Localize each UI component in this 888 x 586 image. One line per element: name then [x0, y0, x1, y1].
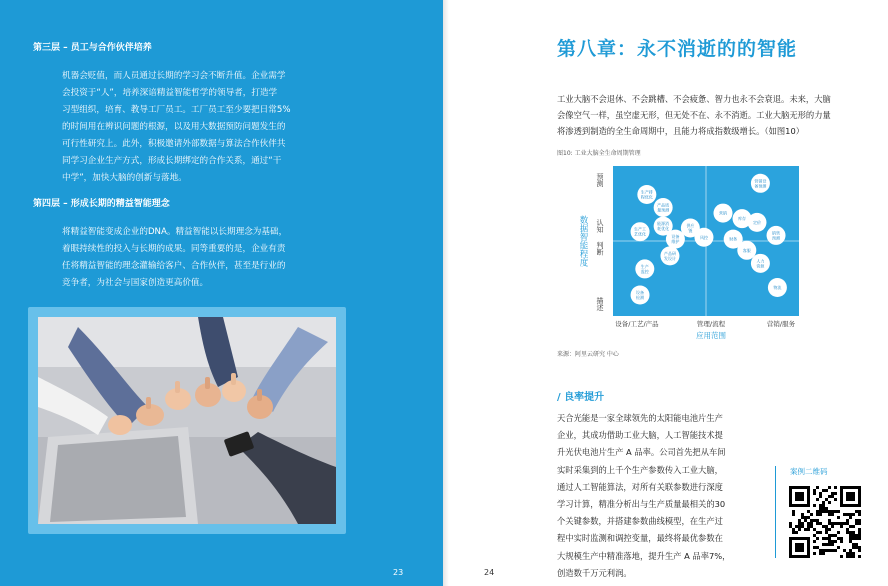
qr-code-pattern [789, 486, 861, 558]
case-line: 学习计算，精准分析出与生产质量最相关的30 [557, 499, 726, 510]
qr-module [831, 525, 834, 528]
section-title-yield: / 良率提升 [557, 392, 605, 403]
qr-module [804, 519, 807, 522]
qr-module [819, 522, 822, 525]
chart-ytick-label: 认知 [596, 219, 604, 233]
section3-title: 第三层 – 员工与合作伙伴培养 [33, 43, 152, 53]
case-line: 实时采集到的上千个生产参数传入工业大脑， [557, 464, 723, 475]
qr-module [810, 513, 813, 516]
qr-module [852, 546, 855, 549]
qr-module [816, 513, 819, 516]
qr-label: 案例二维码 [790, 467, 828, 476]
chart-point-label: 定价 [753, 219, 761, 225]
qr-module [819, 507, 822, 510]
chart-point-label: 程优化 [640, 194, 653, 200]
qr-module [810, 522, 813, 525]
qr-module [816, 537, 819, 540]
qr-module [849, 540, 852, 543]
qr-module [843, 549, 846, 552]
qr-module [831, 495, 834, 498]
qr-module [858, 528, 861, 531]
section3-line: 中学”，加快大脑的创新与落地。 [62, 173, 187, 183]
qr-module [819, 531, 822, 534]
section4-title: 第四层 – 形成长期的精益智能理念 [33, 199, 170, 209]
qr-module [858, 522, 861, 525]
qr-module [819, 549, 822, 552]
qr-module [858, 531, 861, 534]
qr-module [813, 489, 816, 492]
teamwork-photo-frame [28, 307, 346, 534]
qr-module [837, 522, 840, 525]
qr-module [825, 489, 828, 492]
qr-module [807, 510, 810, 513]
case-line: 通过人工智能算法，对所有关联参数进行深度 [557, 481, 723, 492]
qr-module [807, 525, 810, 528]
qr-module [792, 510, 795, 513]
qr-module [840, 522, 843, 525]
qr-module [852, 513, 855, 516]
qr-module [825, 537, 828, 540]
section3-line: 习型组织，培育、教导工厂员工。工厂员工至少要把日常5% [62, 105, 291, 115]
qr-module [819, 510, 822, 513]
qr-module [825, 528, 828, 531]
qr-module [828, 522, 831, 525]
qr-module [822, 552, 825, 555]
left-page [0, 0, 443, 586]
qr-module [819, 492, 822, 495]
qr-module [858, 513, 861, 516]
qr-module [810, 525, 813, 528]
chart-xlabel: 应用范围 [696, 331, 726, 340]
chapter-title: 第八章：永不消逝的的智能 [557, 38, 798, 60]
qr-module [855, 546, 858, 549]
case-line: 天合光能是一家全球领先的太阳能电池片生产 [557, 413, 723, 423]
chart-point-label: 人力 [756, 258, 765, 264]
qr-module [822, 549, 825, 552]
qr-module [828, 549, 831, 552]
qr-module [825, 543, 828, 546]
qr-module [822, 510, 825, 513]
qr-module [792, 531, 795, 534]
qr-module [813, 492, 816, 495]
qr-module [816, 510, 819, 513]
qr-module [852, 555, 855, 558]
chart-point-label: 产品质 [657, 202, 670, 208]
qr-module [849, 552, 852, 555]
qr-module [789, 522, 792, 525]
qr-module [822, 504, 825, 507]
chart-point-label: 资源 [756, 263, 765, 269]
section3-line: 机器会贬值，而人员通过长期的学习会不断升值。企业需学 [62, 71, 286, 81]
case-line: 个关键参数，并搭建参数曲线模型，在生产过 [557, 516, 723, 527]
chart-point-label: 客服 [742, 247, 751, 253]
qr-module [822, 537, 825, 540]
qr-module [828, 537, 831, 540]
qr-module [834, 549, 837, 552]
qr-module [828, 543, 831, 546]
case-line: 大规模生产中精准落地，提升生产 A 品率7%， [557, 550, 731, 561]
qr-module [855, 543, 858, 546]
qr-module [825, 549, 828, 552]
chart-point-label: 检测 [636, 294, 645, 300]
chart-point-label: 备预测 [754, 183, 767, 189]
qr-module [846, 555, 849, 558]
chart-point-label: 营销 [719, 210, 727, 216]
qr-module [855, 510, 858, 513]
qr-module [831, 549, 834, 552]
qr-module [837, 531, 840, 534]
section3-line: 会投资于“人”，培养深谙精益智能哲学的领导者，打造学 [62, 88, 278, 98]
chart-point-label: 销售 [772, 230, 781, 236]
qr-module [813, 534, 816, 537]
qr-module [813, 540, 816, 543]
qr-module [828, 501, 831, 504]
qr-module [828, 495, 831, 498]
chart-point-label: 能源消 [657, 221, 670, 227]
qr-module [858, 546, 861, 549]
hands-thumbs-up-illustration [38, 317, 336, 524]
qr-module [849, 525, 852, 528]
qr-module [810, 519, 813, 522]
section4-line: 着眼持续性的投入与长期的成果。同等重要的是，企业有责 [62, 244, 286, 254]
section4-line: 将精益智能变成企业的DNA。精益智能以长期理念为基础， [62, 227, 288, 237]
qr-module [816, 531, 819, 534]
qr-module [825, 507, 828, 510]
chart-point-label: 监控 [640, 268, 649, 274]
qr-module [795, 531, 798, 534]
qr-module [849, 549, 852, 552]
case-line: 创造数千万元利润。 [557, 567, 632, 578]
chart-ytick-label: 描述 [596, 297, 604, 311]
qr-module [837, 537, 840, 540]
qr-module [852, 534, 855, 537]
qr-module [849, 531, 852, 534]
qr-module [834, 534, 837, 537]
qr-module [816, 522, 819, 525]
qr-module [816, 486, 819, 489]
qr-module [831, 540, 834, 543]
qr-module [819, 495, 822, 498]
qr-module [828, 534, 831, 537]
qr-module [819, 504, 822, 507]
qr-module [852, 537, 855, 540]
qr-module [804, 528, 807, 531]
intro-line: 工业大脑不会退休、不会跳槽、不会疲惫、智力也永不会衰退。未来，大脑 [557, 94, 831, 104]
case-study-body [557, 410, 757, 582]
qr-module [822, 489, 825, 492]
qr-module [807, 516, 810, 519]
intro-line: 会像空气一样，虽空虚无形，但无处不在、永不消逝。工业大脑无形的力量 [557, 110, 831, 120]
teamwork-photo [38, 317, 336, 524]
qr-module [816, 546, 819, 549]
qr-module [846, 522, 849, 525]
section3-line: 的时间用在辨识问题的根源，以及用大数据预防问题发生的 [62, 122, 286, 132]
qr-module [846, 531, 849, 534]
qr-module [825, 510, 828, 513]
qr-module [837, 510, 840, 513]
qr-module [855, 537, 858, 540]
qr-module [834, 510, 837, 513]
section4-line: 竞争者，为社会与国家创造更高价值。 [62, 278, 209, 288]
chart-point-label: 艺优化 [634, 231, 647, 237]
qr-module [807, 522, 810, 525]
qr-module [849, 537, 852, 540]
chart-point-label: 营销设 [754, 178, 767, 184]
qr-module [834, 522, 837, 525]
qr-module [801, 516, 804, 519]
chart-point-label: 生产工 [634, 226, 647, 232]
qr-module [813, 504, 816, 507]
qr-module [855, 534, 858, 537]
qr-module [855, 519, 858, 522]
chart-point-label: 物流 [773, 285, 782, 291]
chart-point-label: 产品研 [663, 250, 676, 256]
qr-module [849, 516, 852, 519]
qr-module [834, 498, 837, 501]
qr-module [852, 531, 855, 534]
figure-caption: 图10: 工业大脑全生命周期管理 [557, 150, 641, 157]
qr-module [831, 492, 834, 495]
qr-module [822, 543, 825, 546]
qr-module [840, 555, 843, 558]
qr-module [816, 498, 819, 501]
chart-point-label: 量预测 [657, 207, 670, 213]
section3-line: 同学习企业生产方式，形成长期绑定的合作关系，通过“干 [62, 156, 282, 166]
qr-module [813, 552, 816, 555]
qr-module [846, 552, 849, 555]
qr-module [798, 522, 801, 525]
qr-module [828, 519, 831, 522]
chart-point-label: 生产 [640, 263, 649, 269]
chart-point-label: 发设计 [663, 255, 676, 261]
qr-module [813, 546, 816, 549]
qr-module [816, 519, 819, 522]
qr-divider [775, 466, 776, 558]
qr-module [828, 540, 831, 543]
qr-module [822, 525, 825, 528]
qr-module [846, 528, 849, 531]
section3-body [62, 68, 312, 187]
chart-point-label: 链 [688, 227, 693, 233]
qr-module [798, 519, 801, 522]
qr-module [822, 507, 825, 510]
qr-module [798, 528, 801, 531]
qr-module [825, 525, 828, 528]
qr-module [831, 510, 834, 513]
chart-source: 来源：阿里云研究 中心 [557, 351, 619, 358]
qr-module [792, 528, 795, 531]
qr-module [828, 510, 831, 513]
qr-module [834, 486, 837, 489]
qr-module [831, 513, 834, 516]
qr-module [858, 537, 861, 540]
qr-module [858, 534, 861, 537]
chapter-intro [557, 91, 862, 139]
qr-module [819, 513, 822, 516]
chart-ytick-label: 预测 [596, 173, 604, 187]
qr-module [795, 525, 798, 528]
qr-module [858, 519, 861, 522]
qr-module [858, 549, 861, 552]
page-number-right: 24 [484, 568, 495, 577]
qr-module [828, 486, 831, 489]
intro-line: 将渗透到制造的全生命周期中，且能力将成指数级增长。（如图10） [557, 126, 805, 136]
qr-module [831, 522, 834, 525]
qr-module [852, 552, 855, 555]
qr-module [846, 513, 849, 516]
qr-module [801, 513, 804, 516]
chart-xtick-label: 管理/流程 [696, 320, 726, 328]
qr-module [828, 513, 831, 516]
qr-module [840, 540, 843, 543]
qr-module [837, 516, 840, 519]
qr-module [831, 534, 834, 537]
page-number-left: 23 [393, 568, 404, 577]
book-spine [443, 0, 449, 586]
qr-module [801, 525, 804, 528]
qr-module [828, 528, 831, 531]
qr-module [855, 522, 858, 525]
chart-xtick-label: 营销/服务 [766, 320, 796, 328]
qr-module [840, 525, 843, 528]
qr-module [849, 513, 852, 516]
chart-point-label: 供应 [686, 222, 695, 228]
qr-finder [795, 492, 804, 501]
chart-point-label: 财务 [729, 236, 738, 242]
chart-point-label: 风控 [699, 234, 708, 240]
qr-finder [846, 492, 855, 501]
qr-module [843, 513, 846, 516]
chart-xtick-label: 设备/工艺/产品 [615, 320, 659, 328]
qr-module [831, 543, 834, 546]
chart-point-label: 设备 [636, 289, 645, 295]
qr-module [807, 528, 810, 531]
qr-module [789, 525, 792, 528]
qr-module [852, 525, 855, 528]
qr-module [813, 519, 816, 522]
qr-module [840, 537, 843, 540]
qr-module [801, 522, 804, 525]
chart-point-label: 库存 [738, 216, 747, 222]
qr-module [858, 555, 861, 558]
qr-module [858, 510, 861, 513]
chart-ytick-label: 判断 [596, 241, 604, 256]
qr-module [804, 516, 807, 519]
qr-finder [795, 543, 804, 552]
case-line: 企业，其成功借助工业大脑，人工智能技术提 [557, 430, 723, 441]
qr-module [852, 543, 855, 546]
chart-point-label: 维护 [671, 239, 680, 245]
qr-module [849, 534, 852, 537]
section4-body [62, 224, 312, 292]
section3-line: 可行性研究上。此外，积极邀请外部数据与算法合作伙伴共 [62, 139, 286, 149]
chart-point-label: 耗优化 [657, 226, 670, 232]
qr-module [849, 555, 852, 558]
qr-module [819, 552, 822, 555]
qr-module [822, 501, 825, 504]
section4-line: 任将精益智能的理念灌输给客户、合作伙伴，甚至是行业的 [62, 261, 286, 271]
qr-module [846, 519, 849, 522]
chart-point-label: 生产排 [640, 189, 653, 195]
qr-module [813, 528, 816, 531]
chart-ylabel: 数据智能程度 [578, 215, 588, 267]
case-line: 升光伏电池片生产 A 品率。公司首先把从车间 [557, 447, 726, 458]
chart-point-label: 设备 [671, 234, 680, 240]
qr-module [843, 522, 846, 525]
lifecycle-chart [557, 160, 807, 345]
qr-code[interactable] [789, 486, 861, 558]
case-line: 程中实时监测和调控变量，最终将最优参数在 [557, 533, 723, 544]
qr-module [834, 492, 837, 495]
qr-module [825, 531, 828, 534]
qr-module [825, 498, 828, 501]
qr-module [834, 540, 837, 543]
qr-module [837, 546, 840, 549]
qr-module [792, 513, 795, 516]
qr-module [798, 525, 801, 528]
chart-point-label: 预测 [772, 235, 781, 241]
